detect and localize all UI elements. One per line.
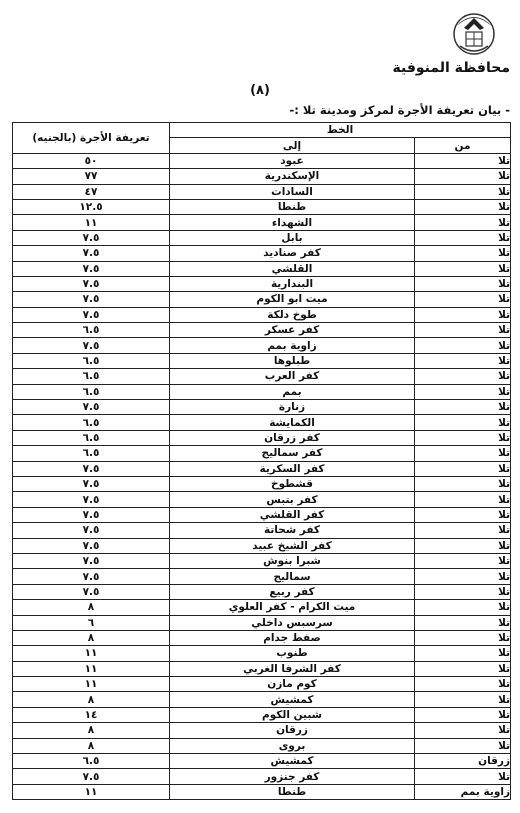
document-subtitle: - بيان تعريفة الأجرة لمركز ومدينة تلا :-	[289, 103, 510, 117]
to-cell: صفط جدام	[170, 630, 415, 645]
from-cell: تلا	[415, 692, 511, 707]
table-row	[13, 323, 511, 338]
to-cell: كمشيش	[170, 754, 415, 769]
from-cell: تلا	[415, 538, 511, 553]
table-row	[13, 276, 511, 291]
from-cell: تلا	[415, 615, 511, 630]
table-row	[13, 769, 511, 784]
fare-cell: ١١	[13, 215, 170, 230]
header-to: إلى	[170, 138, 415, 153]
fare-cell: ٧.٥	[13, 230, 170, 245]
to-cell: طنطا	[170, 784, 415, 799]
from-cell: تلا	[415, 723, 511, 738]
fare-cell: ٦.٥	[13, 446, 170, 461]
from-cell: تلا	[415, 169, 511, 184]
to-cell: السادات	[170, 184, 415, 199]
from-cell: تلا	[415, 215, 511, 230]
table-row	[13, 569, 511, 584]
to-cell: سرسبس داخلي	[170, 615, 415, 630]
fare-cell: ٥٠	[13, 153, 170, 168]
governorate-name: محافظة المنوفية	[392, 60, 510, 76]
from-cell: تلا	[415, 230, 511, 245]
to-cell: زرقان	[170, 723, 415, 738]
fare-cell: ٨	[13, 630, 170, 645]
from-cell: تلا	[415, 430, 511, 445]
table-row	[13, 507, 511, 522]
table-row	[13, 338, 511, 353]
to-cell: بمم	[170, 384, 415, 399]
fare-cell: ٧.٥	[13, 569, 170, 584]
to-cell: البندارية	[170, 276, 415, 291]
to-cell: كفر شحاتة	[170, 523, 415, 538]
from-cell: تلا	[415, 461, 511, 476]
fare-cell: ١٢.٥	[13, 199, 170, 214]
fare-rows	[13, 153, 511, 799]
from-cell: تلا	[415, 307, 511, 322]
to-cell: كمشيش	[170, 692, 415, 707]
to-cell: بروى	[170, 738, 415, 753]
to-cell: طنوب	[170, 646, 415, 661]
table-row	[13, 184, 511, 199]
from-cell: تلا	[415, 738, 511, 753]
table-row	[13, 677, 511, 692]
governorate-logo	[446, 6, 502, 58]
fare-cell: ١١	[13, 784, 170, 799]
to-cell: كفر جنزور	[170, 769, 415, 784]
from-cell: تلا	[415, 384, 511, 399]
table-row	[13, 415, 511, 430]
table-row	[13, 369, 511, 384]
to-cell: سماليج	[170, 569, 415, 584]
table-row	[13, 261, 511, 276]
from-cell: تلا	[415, 507, 511, 522]
table-row	[13, 353, 511, 368]
from-cell: تلا	[415, 492, 511, 507]
table-row	[13, 461, 511, 476]
table-row	[13, 384, 511, 399]
to-cell: كفر العرب	[170, 369, 415, 384]
fare-cell: ١١	[13, 677, 170, 692]
to-cell: كفر ربيع	[170, 584, 415, 599]
to-cell: الكمايشة	[170, 415, 415, 430]
fare-cell: ٧.٥	[13, 246, 170, 261]
to-cell: كفر صناديد	[170, 246, 415, 261]
to-cell: قشطوخ	[170, 476, 415, 491]
table-row	[13, 476, 511, 491]
from-cell: تلا	[415, 153, 511, 168]
from-cell: تلا	[415, 707, 511, 722]
fare-cell: ٦.٥	[13, 415, 170, 430]
fare-cell: ٧.٥	[13, 492, 170, 507]
fare-cell: ٦.٥	[13, 430, 170, 445]
to-cell: كفر زرقان	[170, 430, 415, 445]
fare-table	[12, 122, 511, 800]
from-cell: تلا	[415, 661, 511, 676]
to-cell: كفر الشيخ عبيد	[170, 538, 415, 553]
table-row	[13, 538, 511, 553]
fare-cell: ٦.٥	[13, 323, 170, 338]
table-row	[13, 615, 511, 630]
table-row	[13, 584, 511, 599]
fare-cell: ٧.٥	[13, 584, 170, 599]
table-row	[13, 723, 511, 738]
table-row	[13, 307, 511, 322]
header-from: من	[415, 138, 511, 153]
from-cell: تلا	[415, 353, 511, 368]
from-cell: تلا	[415, 677, 511, 692]
fare-cell: ١٤	[13, 707, 170, 722]
from-cell: زرقان	[415, 754, 511, 769]
from-cell: تلا	[415, 630, 511, 645]
table-row	[13, 400, 511, 415]
to-cell: كفر بتبس	[170, 492, 415, 507]
from-cell: زاوية بمم	[415, 784, 511, 799]
fare-cell: ٧.٥	[13, 400, 170, 415]
from-cell: تلا	[415, 553, 511, 568]
to-cell: كفر سماليج	[170, 446, 415, 461]
fare-cell: ٦.٥	[13, 353, 170, 368]
to-cell: كفر السكرية	[170, 461, 415, 476]
from-cell: تلا	[415, 523, 511, 538]
fare-cell: ٤٧	[13, 184, 170, 199]
from-cell: تلا	[415, 199, 511, 214]
fare-cell: ٦.٥	[13, 384, 170, 399]
table-row	[13, 553, 511, 568]
from-cell: تلا	[415, 338, 511, 353]
to-cell: بابل	[170, 230, 415, 245]
to-cell: طبلوها	[170, 353, 415, 368]
fare-cell: ٧.٥	[13, 261, 170, 276]
fare-cell: ٨	[13, 723, 170, 738]
fare-cell: ٨	[13, 692, 170, 707]
fare-cell: ٧.٥	[13, 276, 170, 291]
to-cell: الإسكندرية	[170, 169, 415, 184]
to-cell: القلشي	[170, 261, 415, 276]
table-row	[13, 754, 511, 769]
to-cell: زاوية بمم	[170, 338, 415, 353]
fare-cell: ١١	[13, 646, 170, 661]
to-cell: كفر عسكر	[170, 323, 415, 338]
to-cell: كفر القلشي	[170, 507, 415, 522]
to-cell: زنارة	[170, 400, 415, 415]
fare-cell: ٧.٥	[13, 523, 170, 538]
table-row	[13, 692, 511, 707]
from-cell: تلا	[415, 584, 511, 599]
table-row	[13, 646, 511, 661]
from-cell: تلا	[415, 292, 511, 307]
fare-cell: ٧.٥	[13, 538, 170, 553]
table-row	[13, 661, 511, 676]
table-row	[13, 246, 511, 261]
table-row	[13, 230, 511, 245]
to-cell: عبود	[170, 153, 415, 168]
table-row	[13, 738, 511, 753]
table-row	[13, 446, 511, 461]
from-cell: تلا	[415, 569, 511, 584]
from-cell: تلا	[415, 446, 511, 461]
to-cell: كوم مازن	[170, 677, 415, 692]
to-cell: ميت ابو الكوم	[170, 292, 415, 307]
from-cell: تلا	[415, 369, 511, 384]
from-cell: تلا	[415, 276, 511, 291]
table-row	[13, 153, 511, 168]
fare-cell: ٧٧	[13, 169, 170, 184]
table-row	[13, 215, 511, 230]
to-cell: شبرا بنوش	[170, 553, 415, 568]
from-cell: تلا	[415, 400, 511, 415]
fare-cell: ٧.٥	[13, 338, 170, 353]
from-cell: تلا	[415, 600, 511, 615]
from-cell: تلا	[415, 769, 511, 784]
fare-cell: ٧.٥	[13, 476, 170, 491]
fare-cell: ٧.٥	[13, 307, 170, 322]
from-cell: تلا	[415, 323, 511, 338]
fare-cell: ٨	[13, 738, 170, 753]
table-row	[13, 430, 511, 445]
to-cell: طوخ دلكة	[170, 307, 415, 322]
fare-cell: ٧.٥	[13, 507, 170, 522]
table-row	[13, 523, 511, 538]
fare-cell: ٧.٥	[13, 769, 170, 784]
header-fare: تعريفة الأجرة (بالجنيه)	[13, 123, 170, 154]
from-cell: تلا	[415, 415, 511, 430]
table-row	[13, 492, 511, 507]
from-cell: تلا	[415, 261, 511, 276]
table-row	[13, 199, 511, 214]
fare-cell: ٦	[13, 615, 170, 630]
fare-cell: ٨	[13, 600, 170, 615]
fare-cell: ٧.٥	[13, 553, 170, 568]
fare-cell: ٦.٥	[13, 754, 170, 769]
table-row	[13, 630, 511, 645]
from-cell: تلا	[415, 476, 511, 491]
page-number: (٨)	[250, 83, 270, 98]
table-row	[13, 600, 511, 615]
from-cell: تلا	[415, 646, 511, 661]
to-cell: الشهداء	[170, 215, 415, 230]
to-cell: كفر الشرفا الغربي	[170, 661, 415, 676]
table-row	[13, 292, 511, 307]
fare-cell: ٧.٥	[13, 292, 170, 307]
to-cell: شبين الكوم	[170, 707, 415, 722]
table-row	[13, 784, 511, 799]
table-row	[13, 707, 511, 722]
from-cell: تلا	[415, 184, 511, 199]
header-line: الخط	[170, 123, 511, 138]
to-cell: ميت الكرام - كفر العلوي	[170, 600, 415, 615]
from-cell: تلا	[415, 246, 511, 261]
table-row	[13, 169, 511, 184]
fare-cell: ١١	[13, 661, 170, 676]
fare-cell: ٦.٥	[13, 369, 170, 384]
to-cell: طنطا	[170, 199, 415, 214]
fare-cell: ٧.٥	[13, 461, 170, 476]
